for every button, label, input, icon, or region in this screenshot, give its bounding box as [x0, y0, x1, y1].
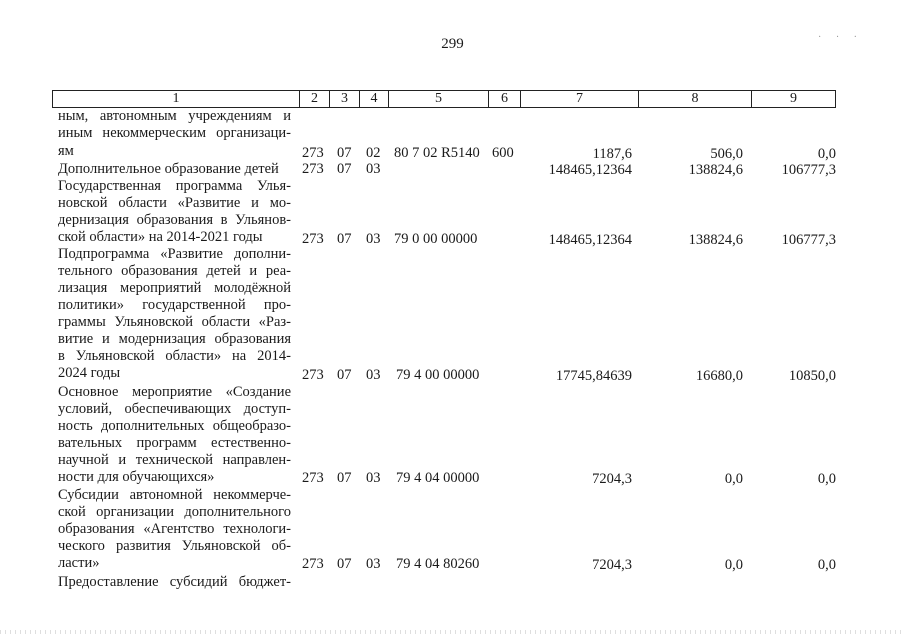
subsection-code: 03: [366, 161, 381, 177]
table-header: [52, 90, 836, 108]
header-col-8: 8: [639, 91, 752, 107]
header-col-6: 6: [489, 91, 521, 107]
row-description-line: вательных программ естественно-: [58, 435, 291, 451]
row-description-line: в Ульяновской области» на 2014-: [58, 348, 291, 364]
subsection-code: 03: [366, 231, 381, 247]
expense-type-code: 600: [492, 145, 514, 161]
amount-col-9: 106777,3: [781, 162, 836, 178]
admin-code: 273: [302, 145, 324, 161]
amount-col-9: 10850,0: [788, 368, 836, 384]
row-description-line: ным, автономным учреждениям и: [58, 108, 291, 124]
amount-col-9: 0,0: [817, 557, 836, 573]
amount-col-8: 0,0: [724, 471, 743, 487]
subsection-code: 03: [366, 367, 381, 383]
page-number: 299: [441, 36, 464, 52]
row-description-line: тельного образования детей и реа-: [58, 263, 291, 279]
amount-col-7: 7204,3: [592, 471, 632, 487]
target-code: 79 0 00 00000: [394, 231, 478, 247]
row-description-line: Предоставление субсидий бюджет-: [58, 574, 291, 590]
section-code: 07: [337, 231, 352, 247]
section-code: 07: [337, 145, 352, 161]
amount-col-8: 16680,0: [695, 368, 743, 384]
amount-col-7: 148465,12364: [548, 232, 632, 248]
row-description-line: Дополнительное образование детей: [58, 161, 279, 177]
admin-code: 273: [302, 367, 324, 383]
section-code: 07: [337, 470, 352, 486]
row-description-line: ской организации дополнительного: [58, 504, 291, 520]
section-code: 07: [337, 367, 352, 383]
section-code: 07: [337, 556, 352, 572]
amount-col-7: 7204,3: [592, 557, 632, 573]
amount-col-8: 138824,6: [688, 232, 743, 248]
subsection-code: 03: [366, 470, 381, 486]
amount-col-7: 17745,84639: [555, 368, 632, 384]
amount-col-8: 506,0: [710, 146, 743, 162]
row-description-line: политики» государственной про-: [58, 297, 291, 313]
target-code: 80 7 02 R5140: [394, 145, 480, 161]
row-description-line: граммы Ульяновской области «Раз-: [58, 314, 291, 330]
row-description-line: дернизация образования в Ульянов-: [58, 212, 291, 228]
admin-code: 273: [302, 556, 324, 572]
row-description-line: ласти»: [58, 555, 100, 571]
admin-code: 273: [302, 161, 324, 177]
header-col-1: 1: [53, 91, 300, 107]
row-description-line: лизация мероприятий молодёжной: [58, 280, 291, 296]
admin-code: 273: [302, 231, 324, 247]
scan-artifact: [0, 630, 905, 634]
amount-col-9: 106777,3: [781, 232, 836, 248]
row-description-line: научной и технической направлен-: [58, 452, 291, 468]
amount-col-9: 0,0: [817, 146, 836, 162]
header-col-4: 4: [360, 91, 389, 107]
row-description-line: ность дополнительных общеобразо-: [58, 418, 291, 434]
subsection-code: 03: [366, 556, 381, 572]
amount-col-7: 1187,6: [592, 146, 632, 162]
scan-artifact: · · ·: [818, 32, 863, 43]
amount-col-7: 148465,12364: [548, 162, 632, 178]
row-description-line: новской области «Развитие и мо-: [58, 195, 291, 211]
amount-col-8: 138824,6: [688, 162, 743, 178]
subsection-code: 02: [366, 145, 381, 161]
row-description-line: витие и модернизация образования: [58, 331, 291, 347]
target-code: 79 4 04 00000: [396, 470, 480, 486]
row-description-line: ческого развития Ульяновской об-: [58, 538, 291, 554]
row-description-line: Субсидии автономной некоммерче-: [58, 487, 291, 503]
amount-col-9: 0,0: [817, 471, 836, 487]
section-code: 07: [337, 161, 352, 177]
row-description-line: Подпрограмма «Развитие дополни-: [58, 246, 291, 262]
header-col-3: 3: [330, 91, 360, 107]
row-description-line: ской области» на 2014-2021 годы: [58, 229, 263, 245]
row-description-line: ям: [58, 143, 74, 159]
target-code: 79 4 04 80260: [396, 556, 480, 572]
header-col-9: 9: [790, 91, 797, 106]
row-description-line: образования «Агентство технологи-: [58, 521, 291, 537]
header-col-2: 2: [300, 91, 330, 107]
amount-col-8: 0,0: [724, 557, 743, 573]
admin-code: 273: [302, 470, 324, 486]
row-description-line: Государственная программа Улья-: [58, 178, 291, 194]
header-col-7: 7: [521, 91, 639, 107]
row-description-line: ности для обучающихся»: [58, 469, 215, 485]
target-code: 79 4 00 00000: [396, 367, 480, 383]
row-description-line: иным некоммерческим организаци-: [58, 125, 291, 141]
row-description-line: 2024 годы: [58, 365, 121, 381]
row-description-line: условий, обеспечивающих доступ-: [58, 401, 291, 417]
header-col-5: 5: [389, 91, 489, 107]
row-description-line: Основное мероприятие «Создание: [58, 384, 291, 400]
